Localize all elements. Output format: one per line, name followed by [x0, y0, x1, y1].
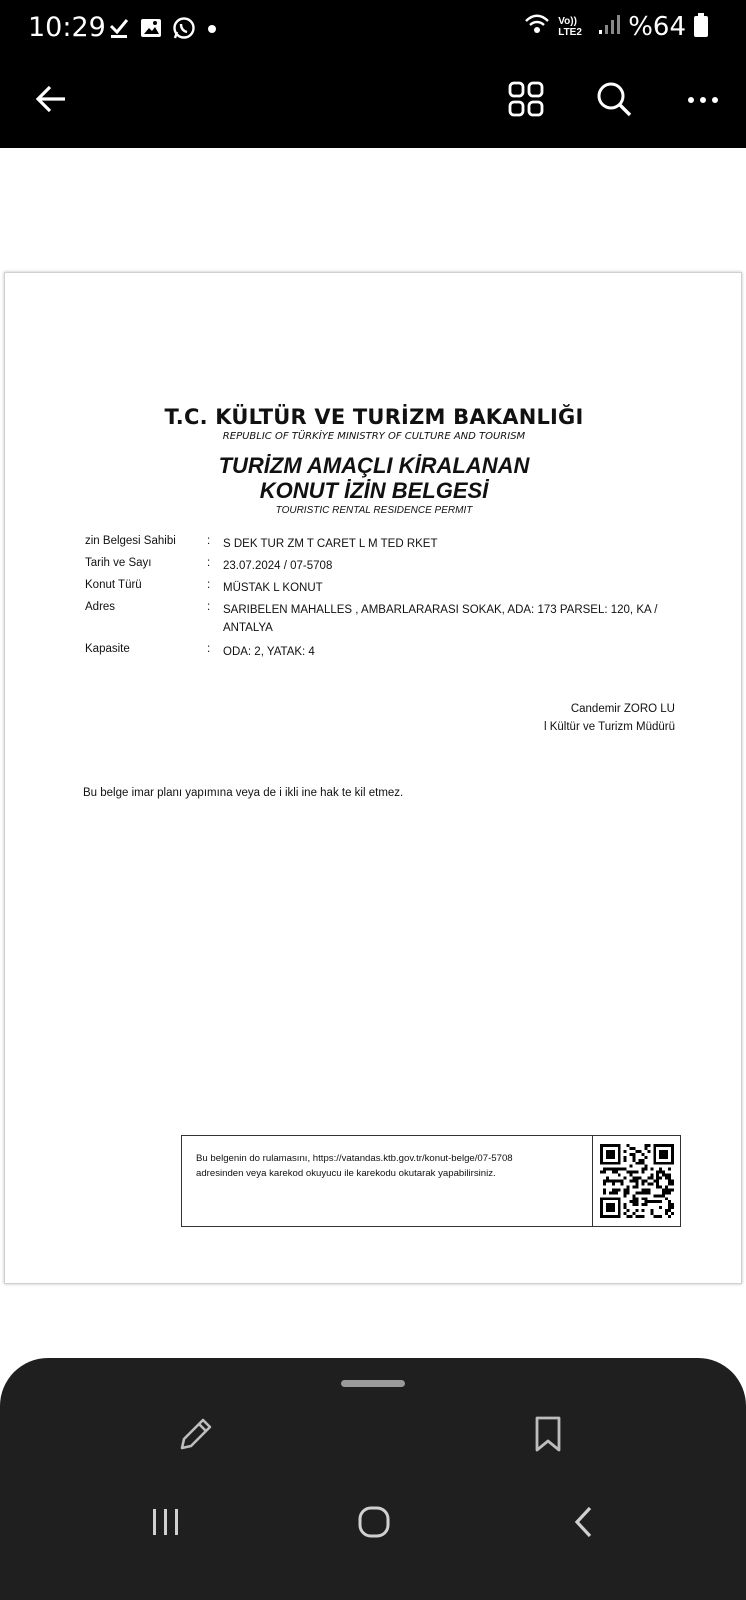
field-label: Adres [85, 601, 116, 613]
network-label: Vo)) LTE2 [558, 16, 582, 38]
gallery-icon [140, 17, 162, 44]
field-label: Tarih ve Sayı [85, 557, 152, 569]
verification-line2: adresinden veya karekod okuyucu ile karekodu okutarak yapabilirsiniz. [196, 1168, 496, 1179]
permit-subtitle: TOURISTIC RENTAL RESIDENCE PERMIT [275, 505, 473, 516]
field-label: zin Belgesi Sahibi [85, 535, 176, 547]
field-value: 23.07.2024 / 07-5708 [223, 560, 333, 572]
recents-button[interactable] [138, 1496, 194, 1552]
ministry-title: T.C. KÜLTÜR VE TURİZM BAKANLIĞI [164, 405, 584, 429]
edit-button[interactable] [168, 1408, 224, 1464]
home-button[interactable] [346, 1496, 402, 1552]
verification-box [181, 1135, 681, 1227]
edit-pencil-icon [176, 1414, 216, 1459]
signatory-title: l Kültür ve Turizm Müdürü [543, 721, 675, 733]
field-colon: : [207, 557, 211, 569]
ministry-subtitle: REPUBLIC OF TÜRKİYE MINISTRY OF CULTURE AND TOURISM [222, 431, 526, 442]
back-icon [571, 1505, 597, 1544]
field-colon: : [207, 579, 211, 591]
field-label: Kapasite [85, 643, 130, 655]
system-status [524, 12, 708, 42]
more-options-button[interactable] [678, 76, 728, 126]
search-icon [595, 80, 633, 123]
field-value: ODA: 2, YATAK: 4 [223, 646, 315, 658]
notification-icons [108, 16, 218, 45]
back-button[interactable] [26, 76, 76, 126]
dot-icon [206, 22, 218, 40]
recents-icon [149, 1506, 183, 1543]
document-page [4, 272, 742, 1284]
permit-title-line2: KONUT İZİN BELGESİ [259, 478, 489, 503]
battery-icon [694, 13, 708, 42]
sheet-handle[interactable] [341, 1380, 405, 1387]
grid-view-icon [508, 81, 544, 122]
field-colon: : [207, 601, 211, 613]
search-button[interactable] [589, 76, 639, 126]
field-value: S DEK TUR ZM T CARET L M TED RKET [223, 538, 438, 550]
divider [592, 1136, 593, 1226]
download-done-icon [108, 17, 130, 44]
field-label: Konut Türü [85, 579, 142, 591]
grid-view-button[interactable] [501, 76, 551, 126]
signatory-name: Candemir ZORO LU [570, 703, 675, 715]
bookmark-button[interactable] [520, 1408, 576, 1464]
whatsapp-icon [172, 16, 196, 45]
back-arrow-icon [34, 82, 68, 121]
more-options-icon [687, 92, 719, 110]
verification-text [196, 1151, 576, 1181]
field-value: MÜSTAK L KONUT [223, 582, 323, 594]
field-colon: : [207, 643, 211, 655]
permit-title [5, 453, 743, 503]
qr-code [600, 1144, 674, 1223]
signal-icon [598, 14, 620, 41]
battery-percent: %64 [628, 12, 686, 42]
status-time: 10:29 [28, 12, 106, 43]
nav-back-button[interactable] [556, 1496, 612, 1552]
bottom-sheet [0, 1358, 746, 1600]
status-bar [0, 0, 746, 58]
field-colon: : [207, 535, 211, 547]
bookmark-icon [532, 1414, 564, 1459]
zoning-notice: Bu belge imar planı yapımına veya de i ikli ine hak te kil etmez. [83, 787, 404, 799]
verification-line1: Bu belgenin do rulamasını, https://vatandas.ktb.gov.tr/konut-belge/07-5708 [196, 1153, 513, 1164]
home-icon [356, 1504, 392, 1545]
app-bar [0, 58, 746, 148]
wifi-icon [524, 14, 550, 41]
permit-title-line1: TURİZM AMAÇLI KİRALANAN [218, 453, 530, 478]
field-value: SARIBELEN MAHALLES , AMBARLARARASI SOKAK, ADA: 173 PARSEL: 120, KA / ANTALYA [223, 604, 658, 634]
document-viewer[interactable] [0, 148, 746, 1358]
